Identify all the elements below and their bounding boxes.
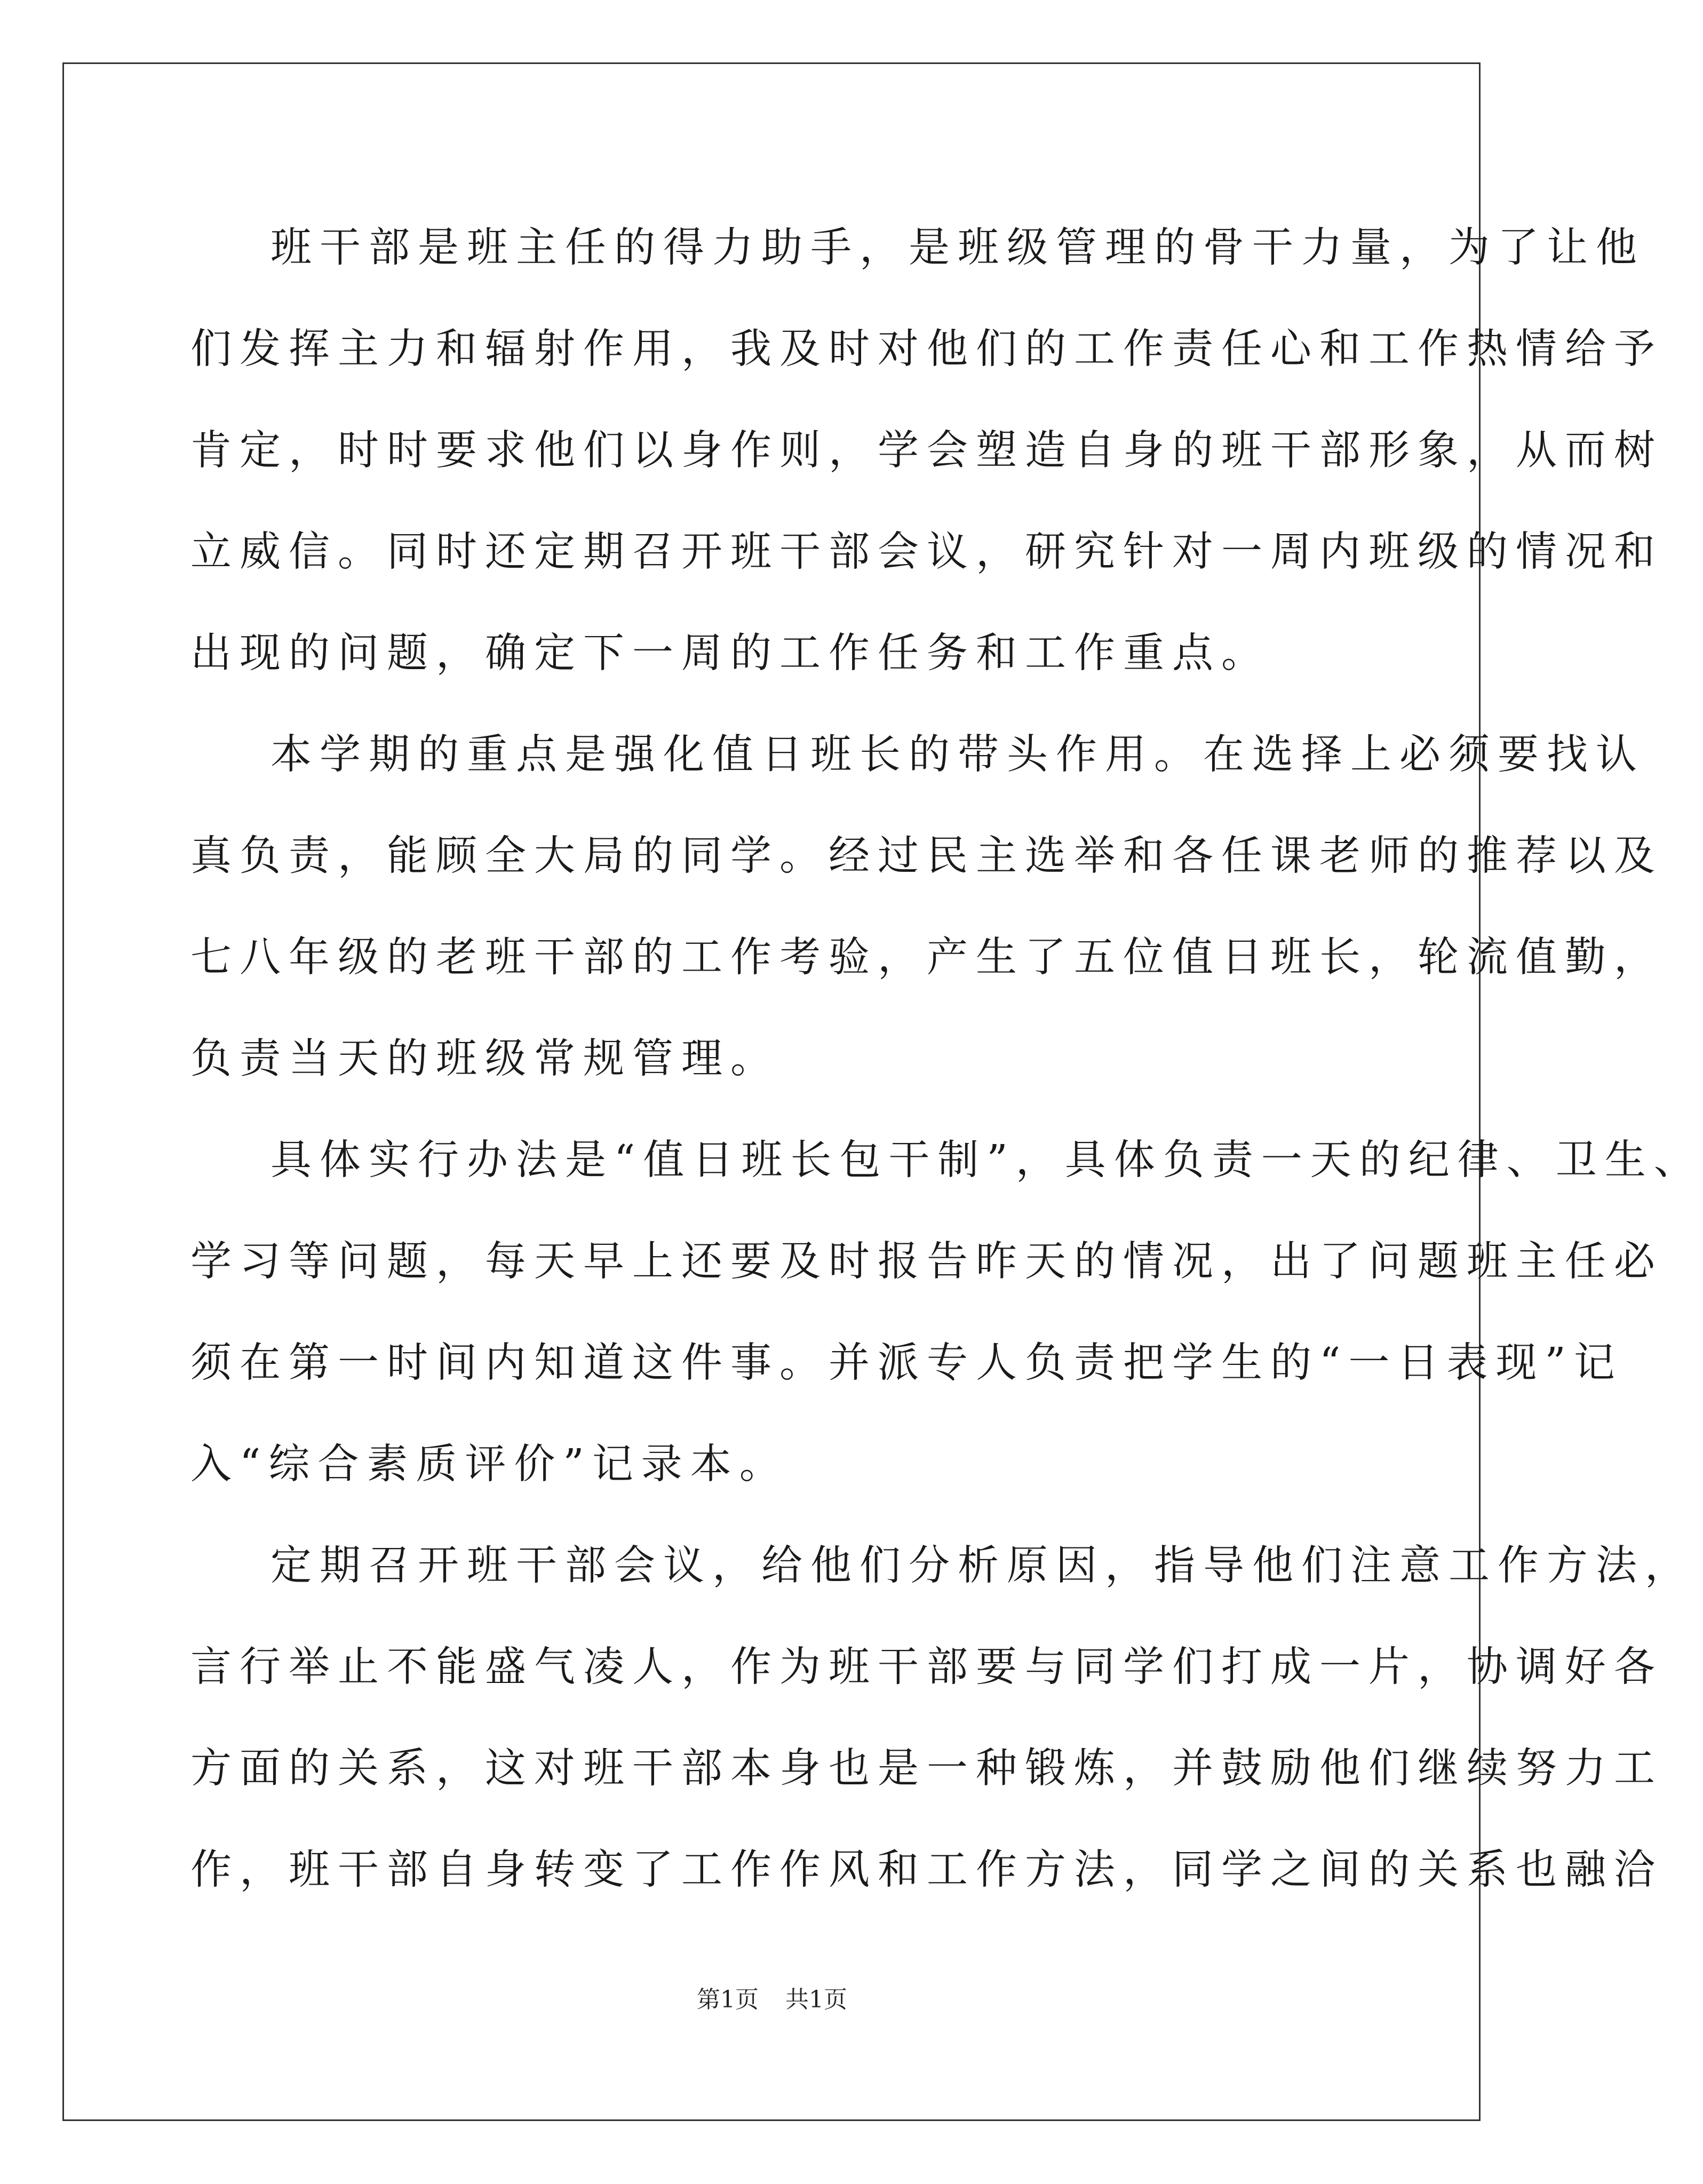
page-number-current: 第1页: [697, 1986, 759, 2013]
paragraph-3-line-2: 学习等问题，每天早上还要及时报告昨天的情况，出了问题班主任必: [190, 1238, 1663, 1285]
paragraph-2-line-1: 本学期的重点是强化值日班长的带头作用。在选择上必须要找认: [270, 731, 1645, 779]
paragraph-4-line-4: 作，班干部自身转变了工作作风和工作方法，同学之间的关系也融洽: [190, 1846, 1663, 1894]
paragraph-3-line-3: 须在第一时间内知道这件事。并派专人负责把学生的“一日表现”记: [190, 1339, 1623, 1387]
paragraph-4-line-3: 方面的关系，这对班干部本身也是一种锻炼，并鼓励他们继续努力工: [190, 1745, 1663, 1792]
paragraph-3-line-1: 具体实行办法是“值日班长包干制”，具体负责一天的纪律、卫生、: [270, 1137, 1703, 1184]
paragraph-2-line-4: 负责当天的班级常规管理。: [190, 1035, 779, 1083]
paragraph-1-line-5: 出现的问题，确定下一周的工作任务和工作重点。: [190, 630, 1270, 677]
page-footer: [0, 1984, 1544, 2016]
paragraph-1-line-2: 们发挥主力和辐射作用，我及时对他们的工作责任心和工作热情给予: [190, 325, 1663, 373]
paragraph-2-line-3: 七八年级的老班干部的工作考验，产生了五位值日班长，轮流值勤，: [190, 934, 1663, 981]
paragraph-1-line-1: 班干部是班主任的得力助手，是班级管理的骨干力量，为了让他: [270, 224, 1645, 272]
paragraph-4-line-1: 定期召开班干部会议，给他们分析原因，指导他们注意工作方法，: [270, 1542, 1694, 1590]
page-number-total: 共1页: [785, 1986, 847, 2013]
paragraph-3-line-4: 入“综合素质评价”记录本。: [190, 1441, 789, 1488]
paragraph-1-line-4: 立威信。同时还定期召开班干部会议，研究针对一周内班级的情况和: [190, 528, 1663, 576]
document-body: [190, 197, 1703, 1921]
paragraph-2-line-2: 真负责，能顾全大局的同学。经过民主选举和各任课老师的推荐以及: [190, 832, 1663, 880]
paragraph-4-line-2: 言行举止不能盛气凌人，作为班干部要与同学们打成一片，协调好各: [190, 1643, 1663, 1691]
paragraph-1-line-3: 肯定，时时要求他们以身作则，学会塑造自身的班干部形象，从而树: [190, 427, 1663, 474]
